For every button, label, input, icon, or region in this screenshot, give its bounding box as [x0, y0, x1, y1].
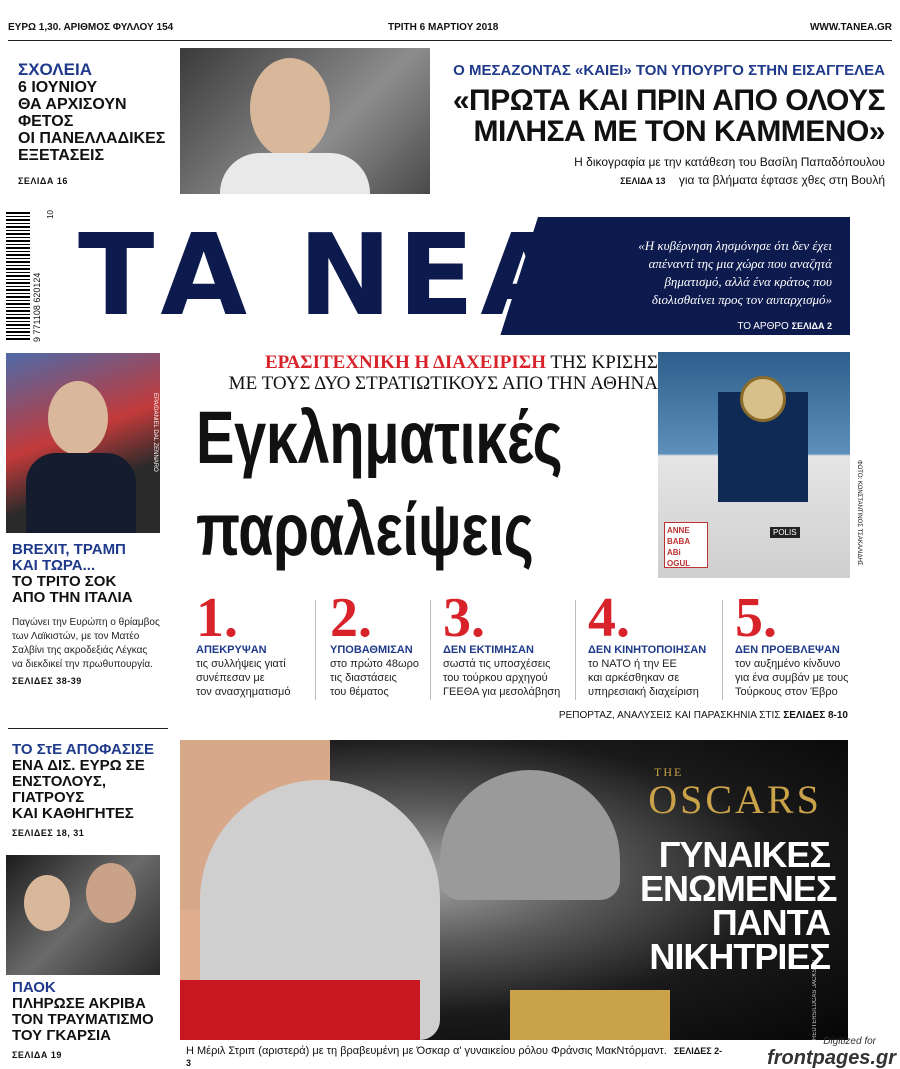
main-headline-2[interactable]: παραλείψεις: [196, 488, 534, 571]
top-rule: [8, 40, 892, 41]
main-kicker-rest: ΤΗΣ ΚΡΙΣΗΣ: [550, 352, 658, 373]
masthead-logo[interactable]: ΤΑ ΝΕΑ: [78, 211, 573, 341]
website-link[interactable]: WWW.TANEA.GR: [809, 22, 892, 33]
top-story-subtext-2-row: ΣΕΛΙΔΑ 13 για τα βλήματα έφτασε χθες στη Βουλή: [620, 173, 885, 187]
ste-sub: ΕΝΑ ΔΙΣ. ΕΥΡΩ ΣΕ ΕΝΣΤΟΛΟΥΣ, ΓΙΑΤΡΟΥΣ ΚΑΙ ΚΑΘΗΓΗΤΕΣ: [12, 757, 145, 822]
embassy-photo: [658, 352, 850, 578]
point-3[interactable]: 3. ΔΕΝ ΕΚΤΙΜΗΣΑΝ σωστά τις υποσχέσεις του τούρκου αρχηγού ΓΕΕΘΑ για μεσολάβηση: [443, 587, 561, 698]
salvini-photo-credit: EPA/DANIEL DAL ZENNARO: [152, 393, 158, 472]
paok-page: ΣΕΛΙΔΑ 19: [12, 1050, 62, 1060]
paok-teaser[interactable]: [12, 980, 172, 1060]
brexit-page: ΣΕΛΙΔΕΣ 38-39: [12, 676, 82, 686]
schools-page: ΣΕΛΙΔΑ 16: [18, 176, 68, 186]
salvini-photo: [6, 353, 160, 533]
price-issue: ΕΥΡΩ 1,30. ΑΡΙΘΜΟΣ ΦΥΛΛΟΥ 154: [8, 22, 174, 33]
barcode-digits: 9 771108 620124: [32, 272, 42, 342]
left-rule-1: [8, 728, 168, 729]
top-story-headline: «ΠΡΩΤΑ ΚΑΙ ΠΡΙΝ ΑΠΟ ΟΛΟΥΣ ΜΙΛΗΣΑ ΜΕ ΤΟΝ ΚΑΜΜΕΝΟ»: [452, 84, 885, 148]
ste-page: ΣΕΛΙΔΕΣ 18, 31: [12, 828, 85, 838]
brexit-body: Παγώνει την Ευρώπη ο θρίαμβος των Λαϊκιστών, με τον Ματέο Σαλβίνι της ακροδεξιάς Λέγκας να διεκδικεί την πρωθυπουργία.: [12, 617, 160, 670]
main-kicker: [180, 352, 658, 394]
main-footer: ΡΕΠΟΡΤΑΖ, ΑΝΑΛΥΣΕΙΣ ΚΑΙ ΠΑΡΑΣΚΗΝΙΑ ΣΤΙΣ ΣΕΛΙΔΕΣ 8-10: [558, 710, 848, 721]
issue-date: ΤΡΙΤΗ 6 ΜΑΡΤΙΟΥ 2018: [388, 22, 499, 33]
schools-headline: 6 ΙΟΥΝΙΟΥ ΘΑ ΑΡΧΙΣΟΥΝ ΦΕΤΟΣ ΟΙ ΠΑΝΕΛΛΑΔΙΚΕΣ ΕΞΕΤΑΣΕΙΣ: [18, 79, 166, 164]
paok-head: ΠΑΟΚ: [12, 979, 56, 996]
main-kicker-line2: ΜΕ ΤΟΥΣ ΔΥΟ ΣΤΡΑΤΙΩΤΙΚΟΥΣ ΑΠΟ ΤΗΝ ΑΘΗΝΑ: [228, 373, 658, 394]
top-story-page: ΣΕΛΙΔΑ 13: [620, 176, 666, 186]
paok-sub: ΠΛΗΡΩΣΕ ΑΚΡΙΒΑ ΤΟΝ ΤΡΑΥΜΑΤΙΣΜΟ ΤΟΥ ΓΚΑΡΣΙΑ: [12, 995, 154, 1044]
schools-kicker: ΣΧΟΛΕΙΑ: [18, 60, 92, 79]
brexit-teaser[interactable]: [12, 542, 167, 686]
ste-teaser[interactable]: [12, 742, 172, 838]
top-story[interactable]: [445, 62, 885, 187]
police-label: POLIS: [770, 527, 800, 538]
point-1[interactable]: 1. ΑΠΕΚΡΥΨΑΝ τις συλλήψεις γιατί συνέπεσαν με τον ανασχηματισμό: [196, 587, 291, 698]
editorial-quote[interactable]: «Η κυβέρνηση λησμόνησε ότι δεν έχει απέναντί της μια χώρα που αναζητά βηματισμό, αλλά ένα κράτος που διολισθαίνει προς τον αυταρχισμό» ΤΟ ΑΡΘΡΟ ΣΕΛΙΔΑ 2: [512, 237, 832, 336]
embassy-photo-credit: ΦΩΤΟ: ΚΩΝΣΤΑΝΤΙΝΟΣ ΤΣΑΚΑΛΙΔΗΣ: [856, 460, 862, 566]
main-kicker-red: ΕΡΑΣΙΤΕΧΝΙΚΗ Η ΔΙΑΧΕΙΡΙΣΗ: [264, 352, 546, 373]
schools-teaser[interactable]: [10, 60, 170, 186]
ste-head: ΤΟ ΣτΕ ΑΠΟΦΑΣΙΣΕ: [12, 741, 155, 758]
barcode: [6, 210, 30, 340]
oscars-caption: Η Μέριλ Στριπ (αριστερά) με τη βραβευμένη με Όσκαρ α' γυναικείου ρόλου Φράνσις ΜακΝτόρμαντ. ΣΕΛΙΔΕΣ 2-3: [186, 1045, 723, 1068]
editorial-label-row: ΤΟ ΑΡΘΡΟ ΣΕΛΙΔΑ 2: [737, 321, 832, 332]
brexit-sub: ΤΟ ΤΡΙΤΟ ΣΟΚ ΑΠΟ ΤΗΝ ΙΤΑΛΙΑ: [12, 573, 133, 606]
watermark: Digitized for frontpages.gr: [767, 1036, 896, 1069]
top-story-kicker: Ο ΜΕΣΑΖΟΝΤΑΣ «ΚΑΙΕΙ» ΤΟΝ ΥΠΟΥΡΓΟ ΣΤΗΝ ΕΙΣΑΓΓΕΛΕΑ: [453, 62, 885, 79]
barcode-suffix: 10: [46, 210, 55, 219]
oscars-headline[interactable]: ΓΥΝΑΙΚΕΣ ΕΝΩΜΕΝΕΣ ΠΑΝΤΑ ΝΙΚΗΤΡΙΕΣ: [640, 834, 837, 977]
minister-photo: [180, 48, 430, 194]
oscars-brand: THE OSCARS: [648, 765, 822, 822]
emblem-icon: [740, 376, 786, 422]
point-4[interactable]: 4. ΔΕΝ ΚΙΝΗΤΟΠΟΙΗΣΑΝ το ΝΑΤΟ ή την ΕΕ και αρκέσθηκαν σε υπηρεσιακή διαχείριση: [588, 587, 707, 698]
main-headline-1[interactable]: Εγκληματικές: [196, 396, 563, 479]
point-2[interactable]: 2. ΥΠΟΒΑΘΜΙΣΑΝ στο πρώτο 48ωρο τις διαστάσεις του θέματος: [330, 587, 419, 698]
oscars-photo-credit: REUTERS/LUCAS JACKSON: [812, 959, 818, 1040]
top-story-subtext-1: Η δικογραφία με την κατάθεση του Βασίλη Παπαδόπουλου: [574, 155, 885, 169]
top-strip: [8, 22, 892, 36]
paok-photo: [6, 855, 160, 975]
masthead-band: [68, 211, 850, 341]
protest-sign: ANNE BABA ABi OGUL: [664, 522, 708, 568]
brexit-head: BREXIT, ΤΡΑΜΠ ΚΑΙ ΤΩΡΑ...: [12, 541, 126, 574]
point-5[interactable]: 5. ΔΕΝ ΠΡΟΕΒΛΕΨΑΝ τον αυξημένο κίνδυνο για ένα συμβάν με τους Τούρκους στον Έβρο: [735, 587, 849, 698]
